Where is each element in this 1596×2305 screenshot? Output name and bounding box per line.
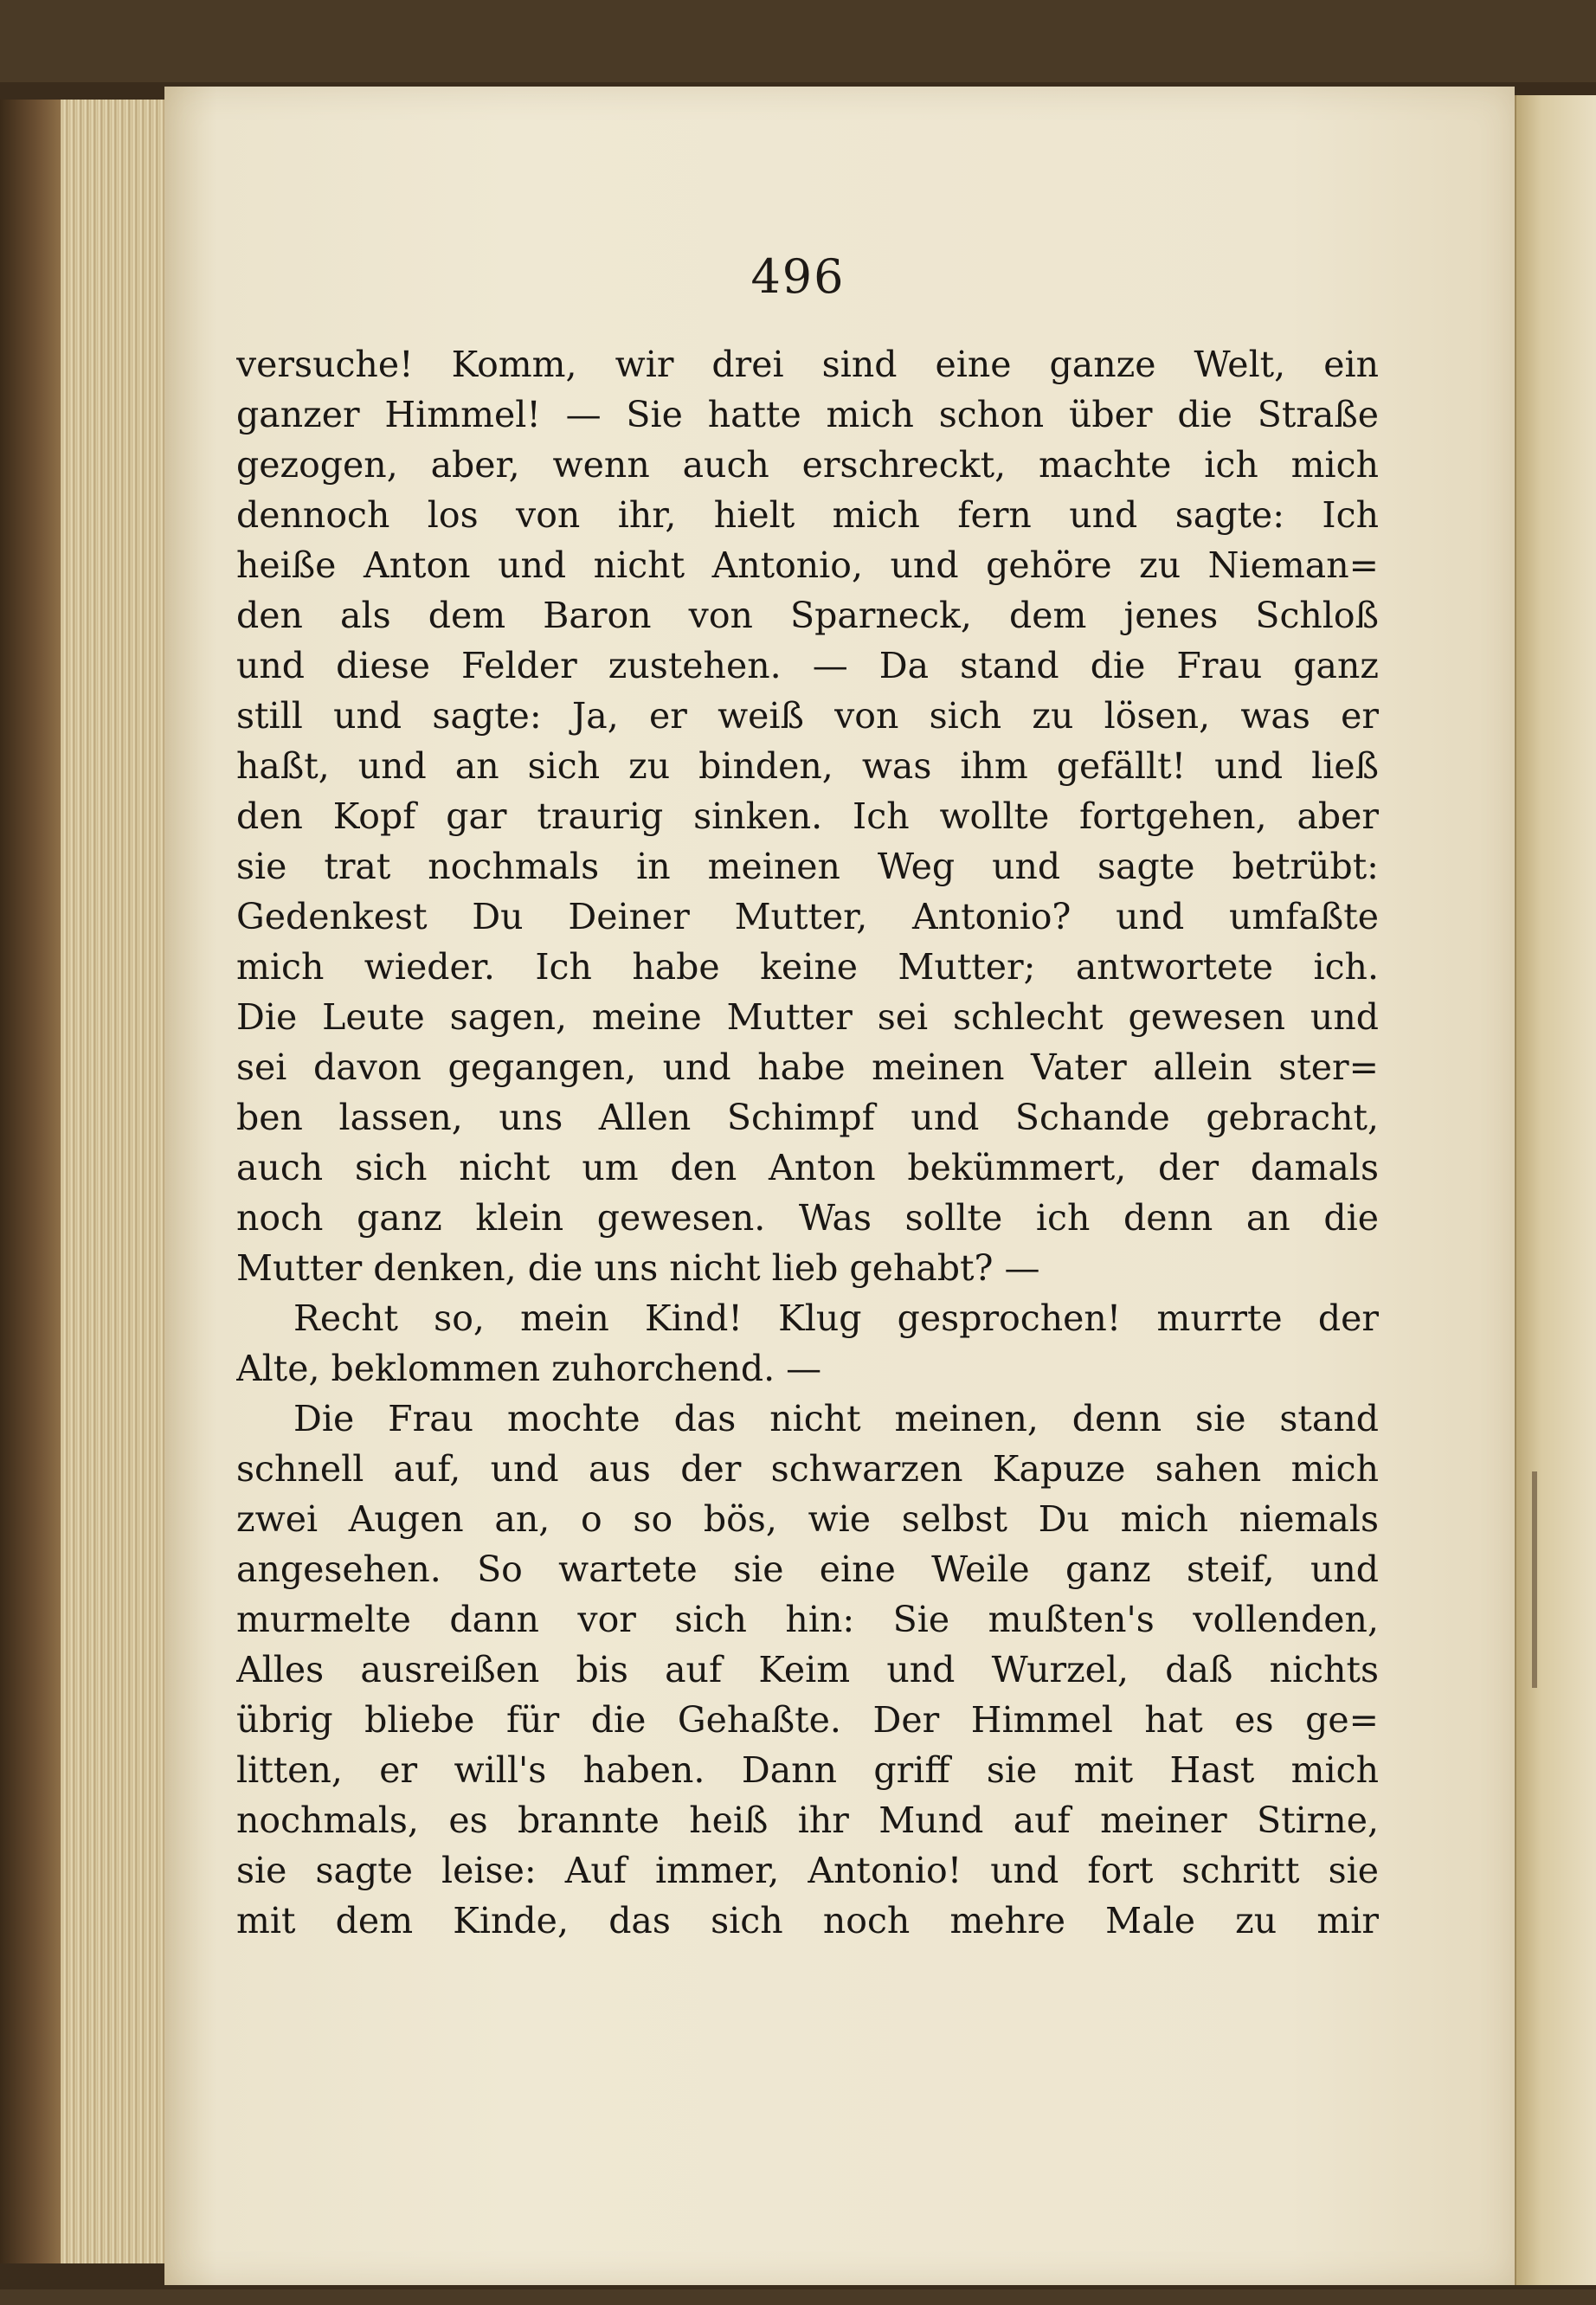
- text-line: nochmals, es brannte heiß ihr Mund auf meiner Stirne,: [236, 1800, 1379, 1841]
- body-text: [236, 339, 1379, 1984]
- text-line: Mutter denken, die uns nicht lieb gehabt? —: [236, 1247, 1040, 1289]
- text-line: litten, er will's haben. Dann griff sie mit Hast mich: [236, 1749, 1379, 1791]
- text-line: versuche! Komm, wir drei sind eine ganze Welt, ein: [236, 344, 1379, 385]
- text-line: gezogen, aber, wenn auch erschreckt, machte ich mich: [236, 444, 1379, 486]
- text-line: mich wieder. Ich habe keine Mutter; antwortete ich.: [236, 946, 1379, 988]
- page-number: 496: [750, 249, 846, 304]
- text-line: haßt, und an sich zu binden, was ihm gefällt! und ließ: [236, 745, 1379, 787]
- text-line: noch ganz klein gewesen. Was sollte ich denn an die: [236, 1197, 1379, 1239]
- text-line: übrig bliebe für die Gehaßte. Der Himmel hat es ge=: [236, 1699, 1379, 1741]
- text-line: still und sagte: Ja, er weiß von sich zu lösen, was er: [236, 695, 1379, 737]
- text-line: sei davon gegangen, und habe meinen Vater allein ster=: [236, 1046, 1379, 1088]
- text-line: Alte, beklommen zuhorchend. —: [236, 1348, 822, 1389]
- text-line: auch sich nicht um den Anton bekümmert, der damals: [236, 1147, 1379, 1188]
- facing-page-edge: [1515, 95, 1596, 2285]
- text-line: Alles ausreißen bis auf Keim und Wurzel, daß nichts: [236, 1649, 1379, 1690]
- binding-thread: [1532, 1471, 1537, 1688]
- text-line: schnell auf, und aus der schwarzen Kapuze sahen mich: [236, 1448, 1379, 1490]
- text-line: den als dem Baron von Sparneck, dem jenes Schloß: [236, 595, 1379, 636]
- text-line: Die Leute sagen, meine Mutter sei schlecht gewesen und: [236, 996, 1379, 1038]
- text-line: den Kopf gar traurig sinken. Ich wollte fortgehen, aber: [236, 795, 1379, 837]
- text-line: zwei Augen an, o so bös, wie selbst Du mich niemals: [236, 1498, 1379, 1540]
- text-line: angesehen. So wartete sie eine Weile ganz steif, und: [236, 1548, 1379, 1590]
- text-line: sie trat nochmals in meinen Weg und sagte betrübt:: [236, 846, 1379, 887]
- text-line: Die Frau mochte das nicht meinen, denn sie stand: [293, 1398, 1379, 1439]
- text-line: sie sagte leise: Auf immer, Antonio! und fort schritt sie: [236, 1850, 1379, 1891]
- text-line: dennoch los von ihr, hielt mich fern und sagte: Ich: [236, 494, 1379, 536]
- text-line: mit dem Kinde, das sich noch mehre Male zu mir: [236, 1900, 1379, 1941]
- text-line: murmelte dann vor sich hin: Sie mußten's vollenden,: [236, 1599, 1379, 1640]
- text-line: heiße Anton und nicht Antonio, und gehöre zu Nieman=: [236, 544, 1379, 586]
- text-line: ganzer Himmel! — Sie hatte mich schon über die Straße: [236, 394, 1379, 435]
- text-line: und diese Felder zustehen. — Da stand die Frau ganz: [236, 645, 1379, 686]
- text-line: Gedenkest Du Deiner Mutter, Antonio? und umfaßte: [236, 896, 1379, 937]
- text-line: Recht so, mein Kind! Klug gesprochen! murrte der: [293, 1297, 1379, 1339]
- book-spine: [0, 100, 61, 2263]
- text-line: ben lassen, uns Allen Schimpf und Schande gebracht,: [236, 1097, 1379, 1138]
